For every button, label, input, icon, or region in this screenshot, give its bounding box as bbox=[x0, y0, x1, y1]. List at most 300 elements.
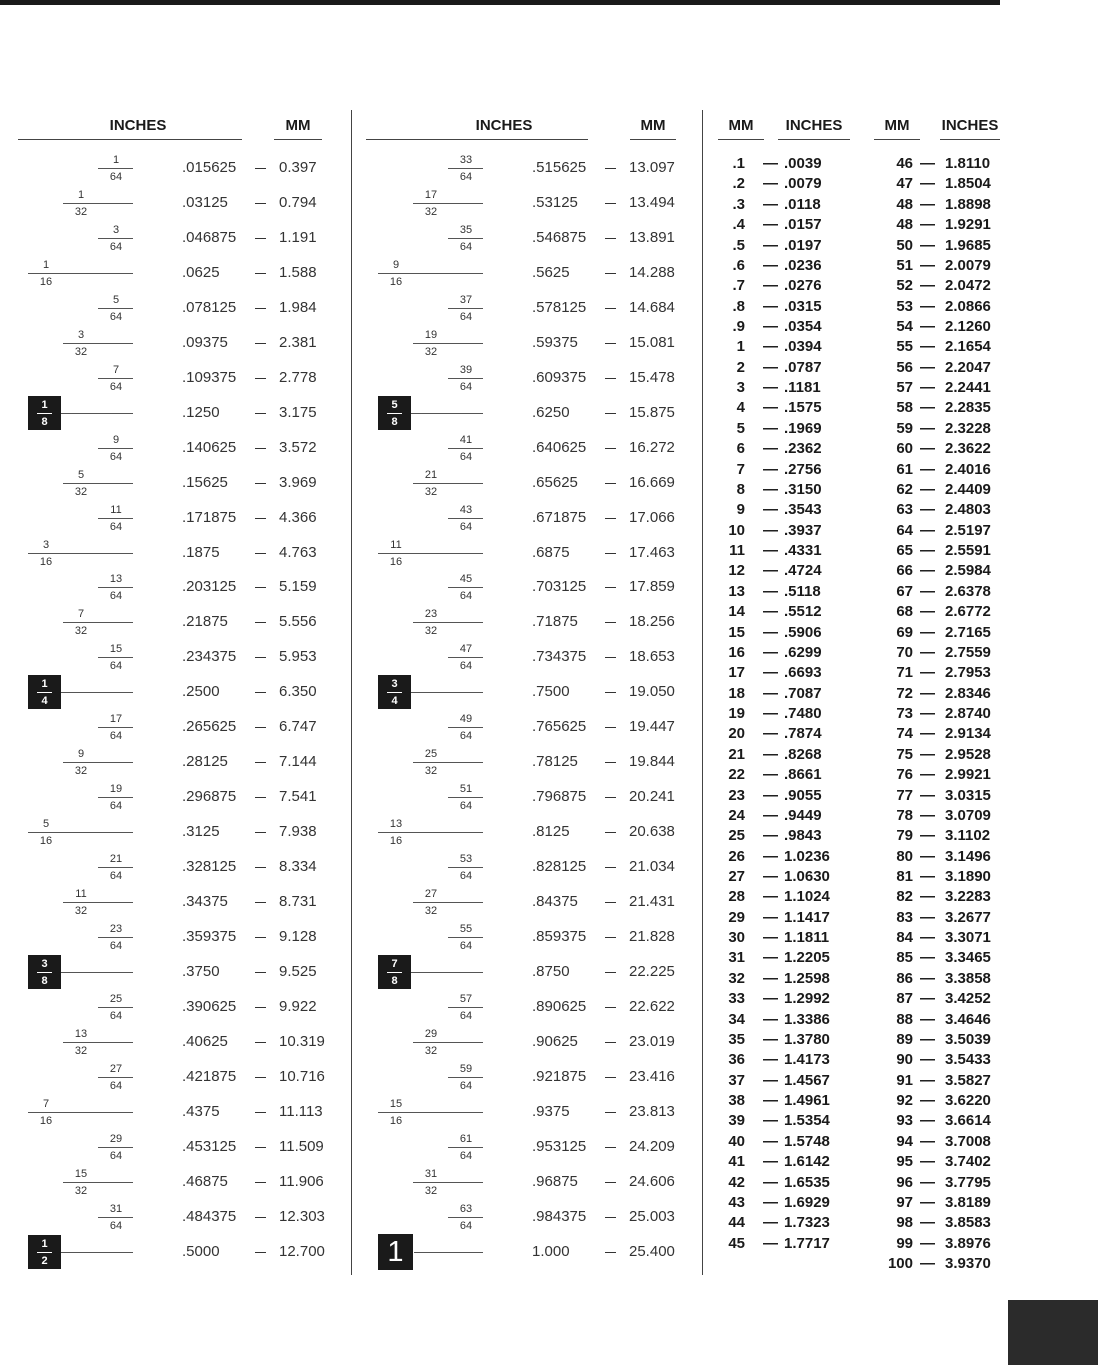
millimeters: 17.463 bbox=[629, 543, 675, 561]
inches-value: 1.2992 bbox=[784, 990, 830, 1008]
list-item bbox=[0, 561, 1098, 581]
separator-dash: — bbox=[920, 623, 935, 641]
separator-dash: — bbox=[763, 1234, 778, 1252]
fraction-numerator: 9 bbox=[112, 433, 120, 446]
mm-value: 81 bbox=[896, 868, 913, 885]
mm-value: .8 bbox=[732, 297, 745, 315]
inches-value: 1.4173 bbox=[784, 1051, 830, 1069]
mm-value: 74 bbox=[896, 725, 913, 743]
mm-value: 18 bbox=[728, 684, 745, 702]
inches-value: .1969 bbox=[784, 419, 822, 437]
fraction-denominator: 8 bbox=[391, 974, 398, 987]
fraction-numerator: 7 bbox=[42, 1097, 50, 1110]
fraction-numerator: 59 bbox=[459, 1062, 473, 1075]
fraction-denominator: 2 bbox=[41, 1254, 48, 1267]
separator-dash: — bbox=[763, 195, 778, 213]
decimal-inches: .65625 bbox=[532, 473, 578, 491]
inches-value: 3.5433 bbox=[945, 1051, 991, 1069]
inches-value: .0157 bbox=[784, 216, 822, 234]
inches-value: 3.6614 bbox=[945, 1112, 991, 1130]
list-item bbox=[0, 623, 1098, 643]
inches-value: 3.3071 bbox=[945, 929, 991, 947]
mm-value: 96 bbox=[896, 1173, 913, 1191]
fraction-numerator: 3 bbox=[42, 538, 50, 551]
separator-dash: — bbox=[763, 338, 778, 356]
separator-dash: — bbox=[763, 399, 778, 417]
mm-value: .5 bbox=[732, 236, 745, 254]
mm-value: 30 bbox=[728, 929, 745, 947]
fraction-denominator: 16 bbox=[39, 555, 53, 568]
mm-value: 80 bbox=[896, 847, 913, 865]
fraction-numerator: 15 bbox=[109, 643, 123, 656]
decimal-inches: .71875 bbox=[532, 613, 578, 631]
separator-dash: — bbox=[920, 542, 935, 559]
millimeters: 17.066 bbox=[629, 508, 675, 526]
inches-value: 3.8189 bbox=[945, 1193, 991, 1211]
inches-value: 3.4252 bbox=[945, 990, 991, 1008]
mm-value: 34 bbox=[728, 1010, 745, 1028]
mm-value: 73 bbox=[896, 705, 913, 722]
decimal-inches: .6250 bbox=[532, 403, 570, 421]
inches-value: 3.2283 bbox=[945, 888, 991, 906]
inches-value: .9055 bbox=[784, 786, 822, 804]
decimal-inches: .765625 bbox=[532, 718, 587, 736]
fraction-numerator: 21 bbox=[424, 468, 438, 481]
fraction-numerator: 29 bbox=[424, 1027, 438, 1040]
separator-dash: — bbox=[763, 603, 778, 621]
decimal-inches: .546875 bbox=[532, 228, 587, 246]
decimal-inches: .421875 bbox=[182, 1067, 237, 1085]
separator-dash: — bbox=[763, 1051, 778, 1069]
fraction-denominator: 64 bbox=[109, 1149, 123, 1162]
decimal-inches: .3750 bbox=[182, 962, 220, 980]
inches-value: 2.6378 bbox=[945, 582, 991, 600]
inches-value: 2.1260 bbox=[945, 318, 991, 335]
separator-dash: — bbox=[763, 236, 778, 254]
inches-value: .7480 bbox=[784, 705, 822, 722]
inches-value: .1575 bbox=[784, 399, 822, 417]
separator-dash: — bbox=[920, 643, 935, 661]
millimeters: 9.525 bbox=[279, 962, 317, 980]
mm-value: 16 bbox=[728, 643, 745, 661]
decimal-inches: .53125 bbox=[532, 193, 578, 211]
separator-dash: — bbox=[920, 440, 935, 458]
mm-value: 6 bbox=[736, 440, 745, 458]
inches-value: 1.3386 bbox=[784, 1010, 830, 1028]
inches-value: 1.4567 bbox=[784, 1071, 830, 1089]
mm-value: 56 bbox=[896, 358, 913, 376]
separator-dash: — bbox=[920, 705, 935, 722]
separator-dash: — bbox=[920, 847, 935, 865]
inches-value: 3.9370 bbox=[945, 1255, 991, 1272]
mm-value: 58 bbox=[896, 399, 913, 417]
fraction-denominator: 32 bbox=[424, 1044, 438, 1057]
mm-value: .3 bbox=[732, 195, 745, 213]
header-rule bbox=[18, 139, 242, 140]
mm-value: 35 bbox=[728, 1030, 745, 1048]
separator-dash: — bbox=[920, 908, 935, 926]
millimeters: 13.494 bbox=[629, 193, 675, 211]
separator-dash: — bbox=[920, 1132, 935, 1150]
fraction-denominator: 32 bbox=[74, 485, 88, 498]
list-item bbox=[0, 847, 1098, 867]
separator-dash: — bbox=[763, 358, 778, 376]
mm-value: 85 bbox=[896, 949, 913, 967]
separator-dash: — bbox=[920, 175, 935, 193]
fraction-denominator: 64 bbox=[459, 240, 473, 253]
inches-value: 3.1890 bbox=[945, 868, 991, 885]
mm-value: 93 bbox=[896, 1112, 913, 1130]
inches-value: 1.1417 bbox=[784, 908, 830, 926]
fraction-denominator: 64 bbox=[109, 1079, 123, 1092]
inches-value: 2.2441 bbox=[945, 379, 991, 397]
decimal-inches: .5625 bbox=[532, 263, 570, 281]
mm-value: 15 bbox=[728, 623, 745, 641]
inches-value: 2.9528 bbox=[945, 745, 991, 763]
mm-value: 99 bbox=[896, 1234, 913, 1252]
mm-value: 36 bbox=[728, 1051, 745, 1069]
fraction-numerator: 9 bbox=[392, 258, 400, 271]
decimal-inches: .8750 bbox=[532, 962, 570, 980]
list-item bbox=[0, 1193, 1098, 1213]
millimeters: 13.097 bbox=[629, 159, 675, 176]
fraction-denominator: 32 bbox=[424, 205, 438, 218]
fraction-numerator: 63 bbox=[459, 1202, 473, 1215]
separator-dash: — bbox=[763, 684, 778, 702]
mm-value: 92 bbox=[896, 1092, 913, 1109]
millimeters: 2.778 bbox=[279, 368, 317, 386]
fraction-numerator: 19 bbox=[109, 783, 123, 796]
millimeters: 1.191 bbox=[279, 228, 317, 246]
fraction-numerator: 49 bbox=[459, 713, 473, 726]
fraction-denominator: 64 bbox=[459, 171, 473, 183]
list-item bbox=[0, 1111, 1098, 1131]
fraction-numerator: 13 bbox=[389, 818, 403, 831]
inches-value: 1.8110 bbox=[945, 155, 991, 172]
list-item bbox=[0, 378, 1098, 398]
millimeters: 19.050 bbox=[629, 683, 675, 701]
decimal-inches: .046875 bbox=[182, 228, 237, 246]
fraction-denominator: 32 bbox=[74, 1044, 88, 1057]
millimeters: 11.113 bbox=[279, 1102, 323, 1120]
inches-value: .3937 bbox=[784, 521, 822, 539]
mm-value: 48 bbox=[896, 195, 913, 213]
inches-value: 3.8583 bbox=[945, 1214, 991, 1232]
mm-value: 46 bbox=[896, 155, 913, 172]
decimal-inches: .796875 bbox=[532, 788, 587, 806]
fraction-denominator: 64 bbox=[459, 380, 473, 393]
list-item bbox=[0, 989, 1098, 1009]
decimal-inches: .3125 bbox=[182, 823, 220, 841]
separator-dash: — bbox=[763, 949, 778, 967]
fraction-numerator: 33 bbox=[459, 154, 473, 166]
mm-value: 33 bbox=[728, 990, 745, 1008]
inches-value: 1.7717 bbox=[784, 1234, 830, 1252]
fraction-numerator: 35 bbox=[459, 223, 473, 236]
inches-value: .6299 bbox=[784, 643, 822, 661]
list-item bbox=[0, 582, 1098, 602]
decimal-inches: .890625 bbox=[532, 997, 587, 1015]
separator-dash: — bbox=[920, 338, 935, 356]
inches-value: 2.2835 bbox=[945, 399, 991, 417]
fraction-denominator: 32 bbox=[74, 765, 88, 778]
decimal-inches: .328125 bbox=[182, 858, 237, 875]
fraction-numerator: 25 bbox=[424, 748, 438, 761]
separator-dash: — bbox=[763, 562, 778, 580]
decimal-inches: .5000 bbox=[182, 1242, 220, 1260]
fraction-denominator: 64 bbox=[109, 730, 123, 743]
mm-value: 59 bbox=[896, 419, 913, 437]
list-item bbox=[0, 684, 1098, 704]
list-item bbox=[0, 480, 1098, 500]
millimeters: 21.431 bbox=[629, 893, 675, 910]
separator-dash: — bbox=[763, 1092, 778, 1109]
list-item bbox=[0, 1071, 1098, 1091]
inches-value: 3.6220 bbox=[945, 1092, 991, 1109]
fraction-denominator: 64 bbox=[109, 310, 123, 323]
list-item bbox=[0, 538, 1098, 561]
separator-dash: — bbox=[920, 1173, 935, 1191]
inches-value: 1.9685 bbox=[945, 236, 991, 254]
list-item bbox=[0, 1254, 1098, 1274]
separator-dash: — bbox=[763, 725, 778, 743]
inches-value: 3.1102 bbox=[945, 827, 991, 845]
inches-value: 3.3465 bbox=[945, 949, 991, 967]
decimal-inches: .171875 bbox=[182, 508, 237, 526]
inches-value: 2.8740 bbox=[945, 705, 991, 722]
fraction-denominator: 32 bbox=[74, 205, 88, 218]
mm-value: .4 bbox=[732, 216, 745, 234]
fraction-numerator: 1 bbox=[41, 1237, 48, 1250]
mm-value: 94 bbox=[896, 1132, 913, 1150]
millimeters: 11.509 bbox=[279, 1137, 324, 1155]
decimal-inches: .0625 bbox=[182, 263, 220, 281]
inches-value: 2.3622 bbox=[945, 440, 991, 458]
list-item bbox=[0, 276, 1098, 296]
millimeters: 4.763 bbox=[279, 543, 317, 561]
fraction-numerator: 1 bbox=[112, 154, 120, 166]
mm-value: 57 bbox=[896, 379, 913, 397]
list-item bbox=[0, 439, 1098, 459]
list-item bbox=[0, 1027, 1098, 1050]
separator-dash: — bbox=[763, 929, 778, 947]
mm-value: 8 bbox=[736, 480, 745, 498]
list-item bbox=[0, 337, 1098, 357]
inches-value: 2.2047 bbox=[945, 358, 991, 376]
mm-value: 9 bbox=[736, 501, 745, 519]
inches-value: 2.7165 bbox=[945, 623, 991, 641]
inches-value: 1.1811 bbox=[784, 929, 830, 947]
separator-dash: — bbox=[920, 725, 935, 743]
inches-value: 1.0630 bbox=[784, 868, 830, 885]
millimeters: 25.003 bbox=[629, 1207, 675, 1225]
fraction-numerator: 17 bbox=[424, 188, 438, 201]
fraction-denominator: 64 bbox=[109, 800, 123, 813]
fraction-denominator: 32 bbox=[74, 345, 88, 358]
fraction-denominator: 64 bbox=[459, 310, 473, 323]
separator-dash: — bbox=[920, 521, 935, 539]
fraction-denominator: 64 bbox=[459, 939, 473, 952]
millimeters: 8.731 bbox=[279, 893, 317, 910]
top-rule bbox=[0, 0, 1000, 5]
millimeters: 23.813 bbox=[629, 1102, 675, 1120]
decimal-inches: .59375 bbox=[532, 333, 578, 351]
inches-value: 2.0079 bbox=[945, 256, 991, 274]
fraction-numerator: 27 bbox=[109, 1062, 123, 1075]
inches-value: 3.5039 bbox=[945, 1030, 991, 1048]
separator-dash: — bbox=[763, 460, 778, 478]
inches-value: 2.4803 bbox=[945, 501, 991, 519]
separator-dash: — bbox=[763, 1193, 778, 1211]
millimeters: 15.875 bbox=[629, 403, 675, 421]
list-item bbox=[0, 786, 1098, 806]
inches-value: 2.5591 bbox=[945, 542, 991, 559]
decimal-inches: .1250 bbox=[182, 403, 220, 421]
mm-value: 47 bbox=[896, 175, 913, 193]
page-tab bbox=[1008, 1300, 1098, 1365]
inches-value: 2.4409 bbox=[945, 480, 991, 498]
inches-value: 3.1496 bbox=[945, 847, 991, 865]
fraction-numerator: 11 bbox=[110, 503, 122, 516]
mm-value: 95 bbox=[896, 1153, 913, 1171]
decimal-inches: .703125 bbox=[532, 578, 587, 596]
inches-value: 3.7008 bbox=[945, 1132, 991, 1150]
list-item bbox=[0, 521, 1098, 541]
decimal-inches: .1875 bbox=[182, 543, 220, 561]
mm-value: 84 bbox=[896, 929, 913, 947]
millimeters: 16.669 bbox=[629, 473, 675, 491]
separator-dash: — bbox=[763, 440, 778, 458]
inches-value: .0236 bbox=[784, 256, 822, 274]
separator-dash: — bbox=[763, 318, 778, 335]
mm-value: 51 bbox=[896, 256, 913, 274]
inches-value: .0315 bbox=[784, 297, 822, 315]
inches-value: 2.7953 bbox=[945, 664, 991, 682]
mm-value: 79 bbox=[896, 827, 913, 845]
header-inches: INCHES bbox=[109, 117, 167, 134]
decimal-inches: .7500 bbox=[532, 683, 570, 701]
mm-value: 83 bbox=[896, 908, 913, 926]
mm-value: 40 bbox=[728, 1132, 745, 1150]
mm-value: 11 bbox=[729, 542, 745, 559]
millimeters: 9.922 bbox=[279, 997, 317, 1015]
separator-dash: — bbox=[920, 1214, 935, 1232]
list-item bbox=[0, 236, 1098, 256]
list-item bbox=[0, 1173, 1098, 1193]
inches-value: .7874 bbox=[784, 725, 822, 743]
inches-value: 2.0472 bbox=[945, 277, 991, 295]
mm-value: .2 bbox=[732, 175, 745, 193]
fraction-denominator: 32 bbox=[424, 625, 438, 638]
fraction-denominator: 32 bbox=[74, 625, 88, 638]
millimeters: 13.891 bbox=[629, 228, 675, 246]
inches-value: 2.6772 bbox=[945, 603, 991, 621]
millimeters: 7.144 bbox=[279, 753, 317, 771]
fraction-denominator: 16 bbox=[389, 835, 403, 848]
separator-dash: — bbox=[920, 1051, 935, 1069]
header-inches: INCHES bbox=[941, 117, 999, 134]
separator-dash: — bbox=[920, 888, 935, 906]
inches-value: 2.0866 bbox=[945, 297, 991, 315]
inches-value: 3.8976 bbox=[945, 1234, 991, 1252]
inches-value: 3.0315 bbox=[945, 786, 991, 804]
millimeters: 18.653 bbox=[629, 648, 675, 666]
decimal-inches: .28125 bbox=[182, 753, 228, 771]
fraction-numerator: 29 bbox=[109, 1132, 123, 1145]
fraction-denominator: 64 bbox=[459, 1079, 473, 1092]
decimal-inches: .484375 bbox=[182, 1207, 237, 1225]
list-item bbox=[0, 317, 1098, 337]
inches-value: .8268 bbox=[784, 745, 822, 763]
millimeters: 21.034 bbox=[629, 858, 675, 875]
separator-dash: — bbox=[920, 603, 935, 621]
mm-value: 38 bbox=[728, 1092, 745, 1109]
decimal-inches: .84375 bbox=[532, 893, 578, 910]
decimal-inches: .2500 bbox=[182, 683, 220, 701]
fraction-numerator: 31 bbox=[424, 1167, 438, 1180]
list-item bbox=[0, 154, 1098, 174]
separator-dash: — bbox=[763, 277, 778, 295]
decimal-inches: .671875 bbox=[532, 508, 587, 526]
fraction-numerator: 3 bbox=[112, 223, 120, 236]
separator-dash: — bbox=[920, 868, 935, 885]
mm-value: 10 bbox=[728, 521, 745, 539]
fraction-whole: 1 bbox=[387, 1235, 404, 1268]
separator-dash: — bbox=[920, 990, 935, 1008]
decimal-inches: .21875 bbox=[182, 613, 228, 631]
list-item bbox=[0, 1132, 1098, 1152]
millimeters: 9.128 bbox=[279, 927, 317, 945]
decimal-inches: .828125 bbox=[532, 858, 587, 875]
inches-value: 1.0236 bbox=[784, 847, 830, 865]
separator-dash: — bbox=[763, 1132, 778, 1150]
mm-value: 65 bbox=[896, 542, 913, 559]
separator-dash: — bbox=[920, 297, 935, 315]
fraction-numerator: 57 bbox=[459, 992, 473, 1005]
inches-value: 1.6142 bbox=[784, 1153, 830, 1171]
header-rule bbox=[940, 139, 1000, 140]
list-item bbox=[0, 398, 1098, 418]
mm-value: 76 bbox=[896, 766, 913, 784]
millimeters: 20.241 bbox=[629, 788, 675, 806]
inches-value: 3.0709 bbox=[945, 806, 991, 824]
list-item bbox=[0, 1050, 1098, 1070]
inches-value: .0039 bbox=[784, 155, 822, 172]
separator-dash: — bbox=[920, 786, 935, 804]
fraction-numerator: 3 bbox=[41, 957, 48, 970]
mm-value: 20 bbox=[728, 725, 745, 743]
separator-dash: — bbox=[763, 216, 778, 234]
list-item bbox=[0, 704, 1098, 724]
mm-value: 39 bbox=[728, 1112, 745, 1130]
inches-value: 2.9134 bbox=[945, 725, 991, 743]
separator-dash: — bbox=[920, 379, 935, 397]
fraction-denominator: 16 bbox=[389, 1114, 403, 1127]
fraction-denominator: 64 bbox=[109, 939, 123, 952]
fraction-denominator: 64 bbox=[109, 1009, 123, 1022]
header-mm: MM bbox=[285, 117, 311, 134]
mm-value: 3 bbox=[736, 379, 745, 397]
fraction-denominator: 32 bbox=[424, 1184, 438, 1197]
millimeters: 4.366 bbox=[279, 508, 317, 526]
millimeters: 24.606 bbox=[629, 1172, 675, 1190]
mm-value: 22 bbox=[728, 766, 745, 784]
mm-value: 7 bbox=[736, 460, 745, 478]
millimeters: 12.700 bbox=[279, 1242, 325, 1260]
decimal-inches: .4375 bbox=[182, 1102, 220, 1120]
separator-dash: — bbox=[763, 705, 778, 722]
header-rule bbox=[630, 139, 676, 140]
